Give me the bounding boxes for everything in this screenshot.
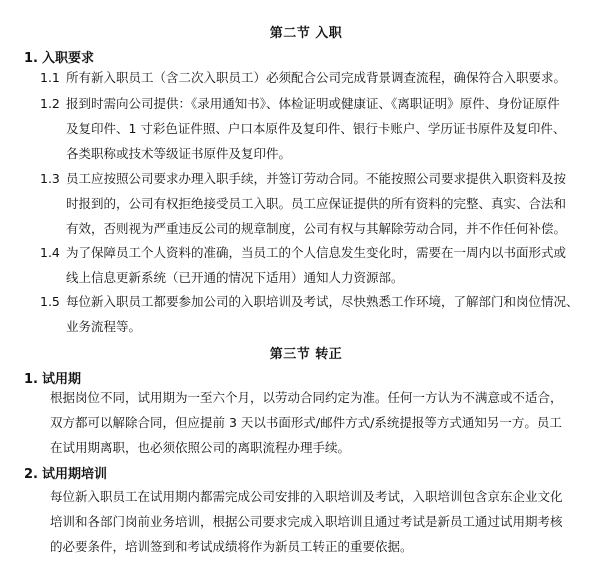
heading-probation-training xyxy=(24,463,107,482)
heading-number: 1. xyxy=(24,51,38,66)
clause-line: 有效，否则视为严重违反公司的规章制度，公司有权与其解除劳动合同，并不作任何补偿。 xyxy=(66,221,567,236)
paragraph-probation xyxy=(50,385,602,460)
section-title-regularization: 第三节 转正 xyxy=(269,347,343,362)
paragraph-line: 培训和各部门岗前业务培训，根据公司要求完成入职培训且通过考试是新员工通过试用期考核 xyxy=(50,514,563,529)
clause-line: 及复印件、1 寸彩色证件照、户口本原件及复印件、银行卡账户、学历证书原件及复印件、 xyxy=(66,121,566,136)
clause-1-1 xyxy=(40,65,600,90)
clause-1-5 xyxy=(40,289,600,339)
paragraph-line: 在试用期离职，也必须依照公司的离职流程办理手续。 xyxy=(50,440,351,455)
clause-number: 1.3 xyxy=(40,171,60,186)
clause-1-3 xyxy=(40,166,600,241)
clause-line: 报到时需向公司提供：《录用通知书》、体检证明或健康证、《离职证明》原件、身份证原件 xyxy=(66,96,560,111)
paragraph-line: 根据岗位不同，试用期为一至六个月，以劳动合同约定为准。任何一方认为不满意或不适合， xyxy=(50,390,563,405)
clause-line: 所有新入职员工（含二次入职员工）必须配合公司完成背景调查流程，确保符合入职要求。 xyxy=(66,70,567,85)
clause-line: 员工应按照公司要求办理入职手续，并签订劳动合同。不能按照公司要求提供入职资料及按 xyxy=(66,171,567,186)
clause-line: 时报到的，公司有权拒绝接受员工入职。员工应保证提供的所有资料的完整、真实、合法和 xyxy=(66,196,567,211)
paragraph-probation-training xyxy=(50,484,602,559)
clause-line: 线上信息更新系统（已开通的情况下适用）通知人力资源部。 xyxy=(66,270,404,285)
heading-onboarding-requirements xyxy=(24,47,94,66)
clause-number: 1.1 xyxy=(40,70,60,85)
clause-number: 1.5 xyxy=(40,294,60,309)
heading-text: 试用期培训 xyxy=(41,467,107,482)
paragraph-line: 的必要条件，培训签到和考试成绩将作为新员工转正的重要依据。 xyxy=(50,539,413,554)
clause-1-2 xyxy=(40,91,600,166)
clause-1-4 xyxy=(40,240,600,290)
paragraph-line: 双方都可以解除合同，但应提前 3 天以书面形式/邮件方式/系统提报等方式通知另一方。员工 xyxy=(50,415,562,430)
section-title-onboarding: 第二节 入职 xyxy=(269,26,343,41)
heading-text: 入职要求 xyxy=(41,51,94,66)
heading-number: 1. xyxy=(24,372,38,387)
clause-line: 每位新入职员工都要参加公司的入职培训及考试，尽快熟悉工作环境，了解部门和岗位情况、 xyxy=(66,294,579,309)
clause-line: 各类职称或技术等级证书原件及复印件。 xyxy=(66,146,292,161)
clause-number: 1.4 xyxy=(40,245,60,260)
heading-number: 2. xyxy=(24,467,38,482)
clause-number: 1.2 xyxy=(40,96,60,111)
clause-line: 为了保障员工个人资料的准确，当员工的个人信息发生变化时，需要在一周内以书面形式或 xyxy=(66,245,567,260)
paragraph-line: 每位新入职员工在试用期内都需完成公司安排的入职培训及考试，入职培训包含京东企业文化 xyxy=(50,489,563,504)
clause-line: 业务流程等。 xyxy=(66,319,142,334)
heading-text: 试用期 xyxy=(41,372,81,387)
